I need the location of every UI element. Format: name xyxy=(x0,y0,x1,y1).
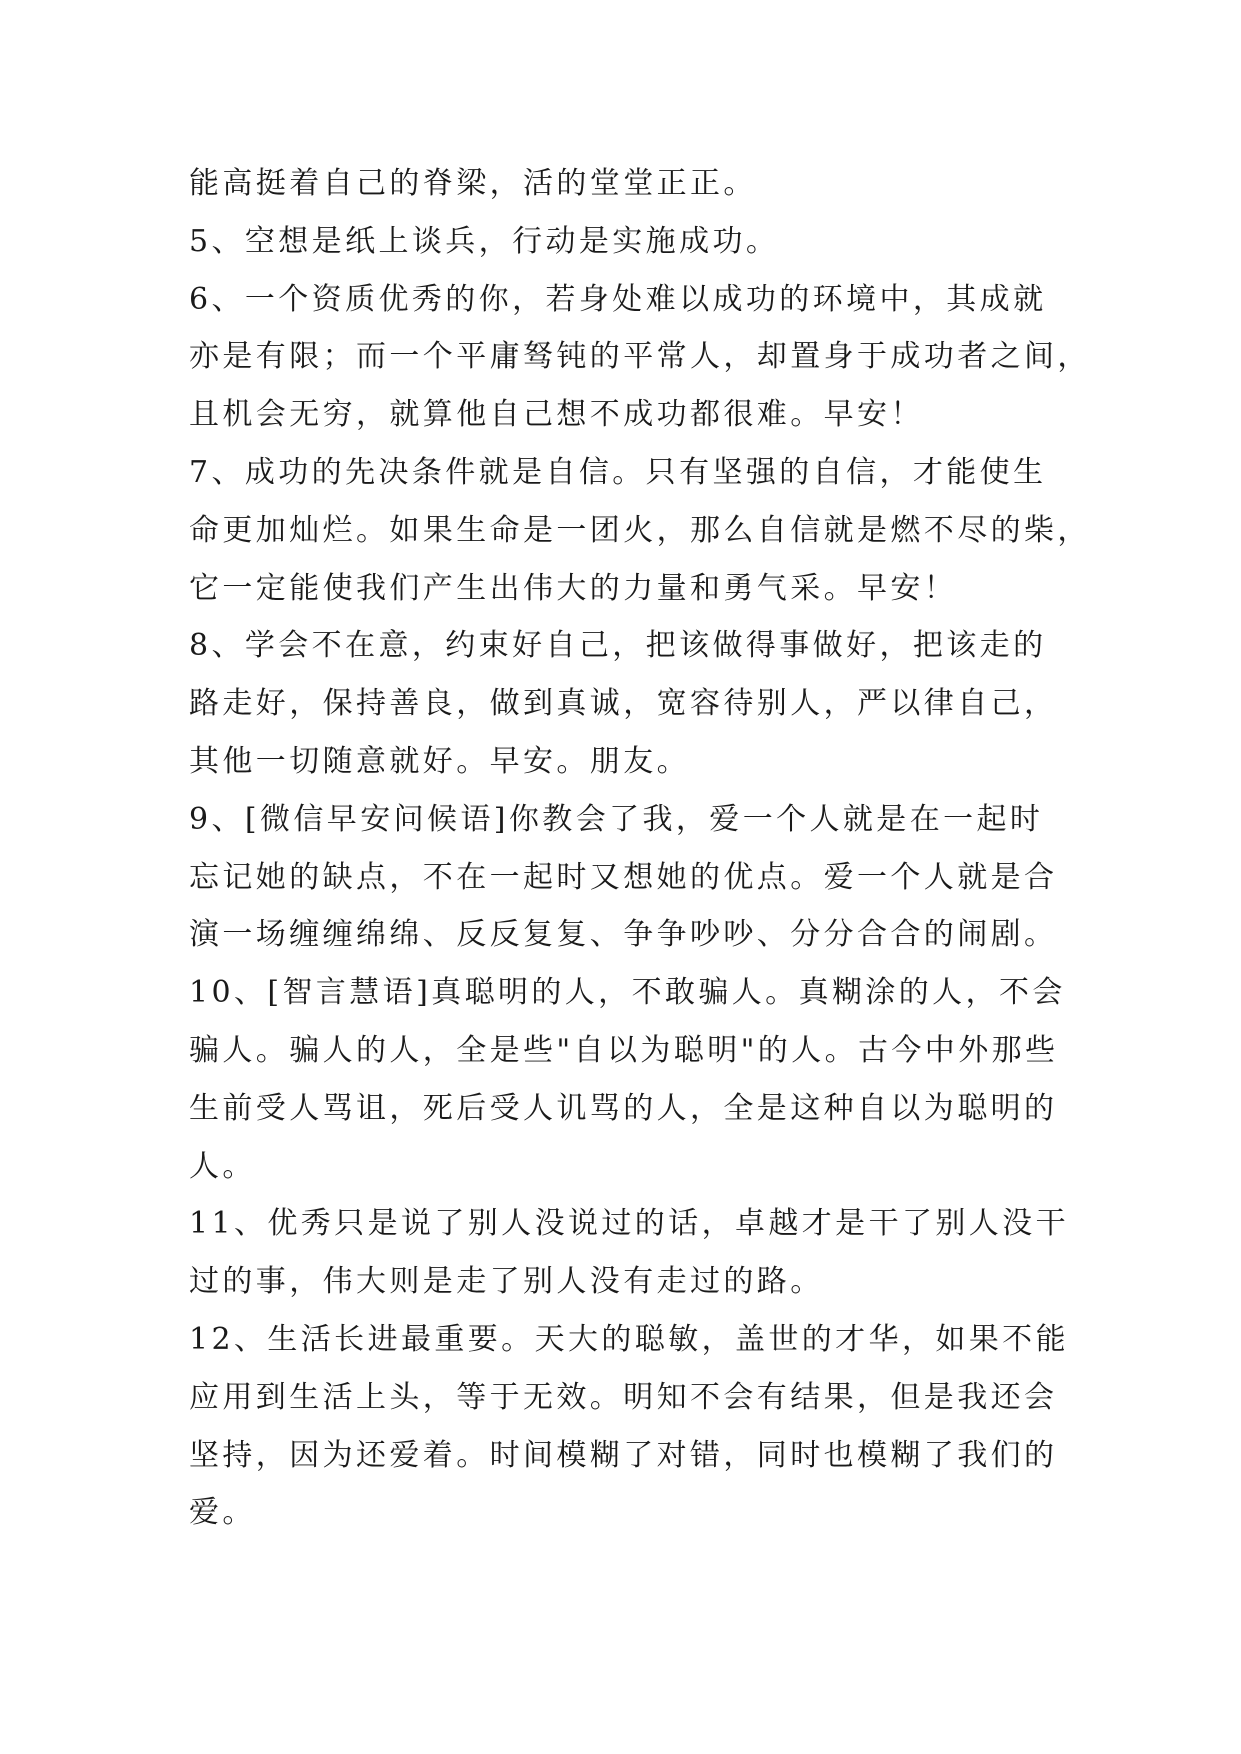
text-line: 5、空想是纸上谈兵，行动是实施成功。 xyxy=(189,223,780,259)
text-line: 11、优秀只是说了别人没说过的话，卓越才是干了别人没干 xyxy=(189,1206,1069,1242)
text-line: 且机会无穷，就算他自己想不成功都很难。早安！ xyxy=(189,397,924,433)
text-line: 其他一切随意就好。早安。朋友。 xyxy=(189,743,690,779)
text-line: 8、学会不在意，约束好自己，把该做得事做好，把该走的 xyxy=(189,628,1047,664)
text-line: 亦是有限；而一个平庸驽钝的平常人，却置身于成功者之间， xyxy=(189,339,1091,375)
text-line: 过的事，伟大则是走了别人没有走过的路。 xyxy=(189,1264,824,1300)
text-line: 应用到生活上头，等于无效。明知不会有结果，但是我还会 xyxy=(189,1379,1058,1415)
text-line: 生前受人骂诅，死后受人讥骂的人，全是这种自以为聪明的 xyxy=(189,1090,1058,1126)
text-line: 演一场缠缠绵绵、反反复复、争争吵吵、分分合合的闹剧。 xyxy=(189,917,1058,953)
text-line: 爱。 xyxy=(189,1495,256,1531)
text-line: 坚持，因为还爱着。时间模糊了对错，同时也模糊了我们的 xyxy=(189,1437,1058,1473)
text-line: 7、成功的先决条件就是自信。只有坚强的自信，才能使生 xyxy=(189,454,1047,490)
text-line: 骗人。骗人的人，全是些"自以为聪明"的人。古今中外那些 xyxy=(189,1032,1059,1068)
text-line: 忘记她的缺点，不在一起时又想她的优点。爱一个人就是合 xyxy=(189,859,1058,895)
text-line: 10、[智言慧语]真聪明的人，不敢骗人。真糊涂的人，不会 xyxy=(189,975,1066,1011)
text-line: 能高挺着自己的脊梁，活的堂堂正正。 xyxy=(189,166,757,201)
text-line: 12、生活长进最重要。天大的聪敏，盖世的才华，如果不能 xyxy=(189,1321,1069,1357)
text-line: 9、[微信早安问候语]你教会了我，爱一个人就是在一起时 xyxy=(189,801,1044,837)
text-line: 路走好，保持善良，做到真诚，宽容待别人，严以律自己， xyxy=(189,686,1058,722)
text-line: 命更加灿烂。如果生命是一团火，那么自信就是燃不尽的柴， xyxy=(189,512,1091,548)
document-body xyxy=(189,155,1091,1542)
text-line: 6、一个资质优秀的你，若身处难以成功的环境中，其成就 xyxy=(189,281,1047,317)
text-line: 人。 xyxy=(189,1148,256,1184)
text-line: 它一定能使我们产生出伟大的力量和勇气采。早安！ xyxy=(189,570,958,606)
